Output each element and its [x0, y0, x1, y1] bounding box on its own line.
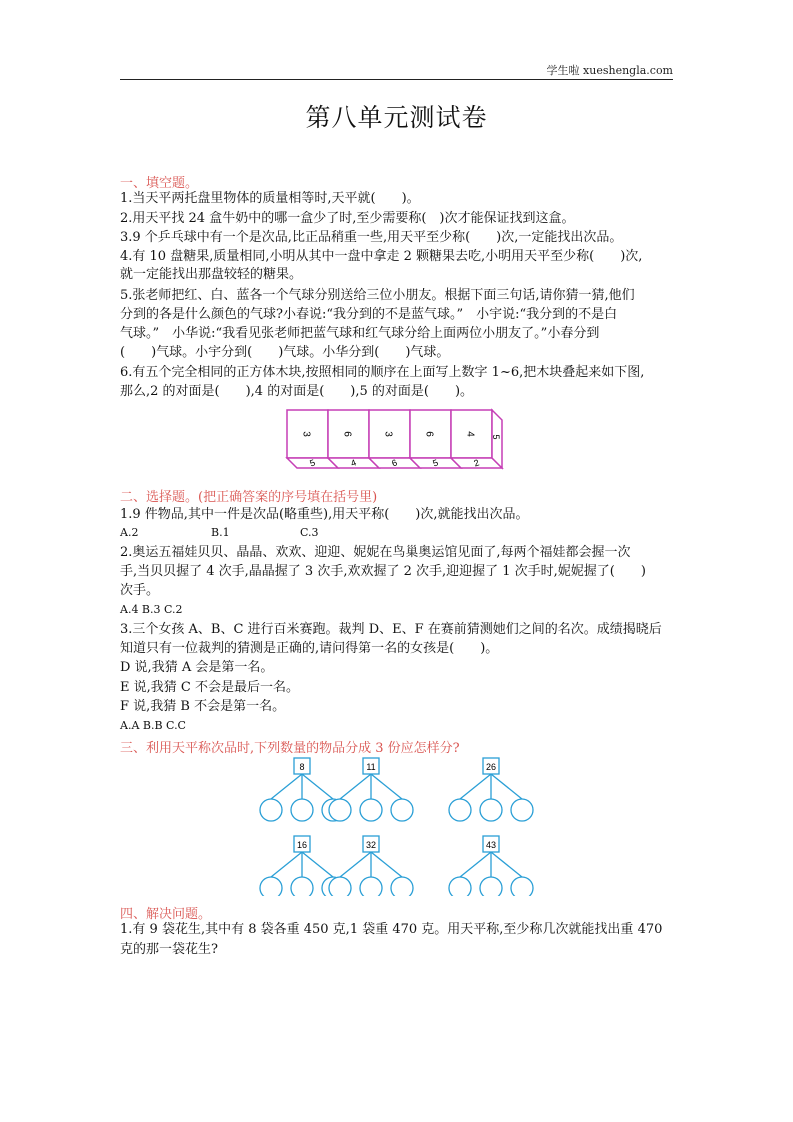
s1-line: 5.张老师把红、白、蓝各一个气球分别送给三位小朋友。根据下面三句话,请你猜一猜,他们: [120, 288, 635, 303]
s1-line: 那么,2 的对面是( ),4 的对面是( ),5 的对面是( )。: [120, 384, 474, 399]
s1-line: 1.当天平两托盘里物体的质量相等时,天平就( )。: [120, 191, 420, 206]
tree-leaf-circle: [391, 877, 413, 896]
s2-q3-line: D 说,我猜 A 会是第一名。: [120, 660, 274, 675]
cube-bottom-number: 2: [472, 457, 481, 469]
tree-branch: [302, 774, 333, 799]
s2-q3-line: 知道只有一位裁判的猜测是正确的,请问得第一名的女孩是( )。: [120, 641, 499, 656]
section3-heading: 三、利用天平称次品时,下列数量的物品分成 3 份应怎样分?: [120, 741, 460, 756]
cube-front-number: 6: [341, 431, 353, 437]
tree-branch: [460, 852, 491, 877]
s4-line: 1.有 9 袋花生,其中有 8 袋各重 450 克,1 袋重 470 克。用天平称,至少称几次就能找出重 470: [120, 922, 663, 937]
tree-root-number: 26: [485, 762, 497, 772]
tree-leaf-circle: [329, 877, 351, 896]
s4-line: 克的那一袋花生?: [120, 942, 218, 957]
tree-branch: [491, 852, 522, 877]
tree-root-number: 16: [296, 840, 308, 850]
s2-q1-option-c: C.3: [300, 526, 319, 539]
tree-root-number: 32: [365, 840, 377, 850]
s1-line: 4.有 10 盘糖果,质量相同,小明从其中一盘中拿走 2 颗糖果去吃,小明用天平至少称( )次,: [120, 249, 643, 264]
tree-branch: [460, 774, 491, 799]
tree-leaf-circle: [360, 799, 382, 821]
s2-q3-options: A.A B.B C.C: [120, 719, 186, 732]
tree-branch: [302, 852, 333, 877]
section1-heading: 一、填空题。: [120, 176, 199, 191]
tree-branch: [371, 774, 402, 799]
page-title: 第八单元测试卷: [305, 103, 488, 132]
cube-bottom-number: 6: [390, 457, 399, 469]
tree-branch: [371, 852, 402, 877]
tree-leaf-circle: [291, 799, 313, 821]
s2-q2-line: 手,当贝贝握了 4 次手,晶晶握了 3 次手,欢欢握了 2 次手,迎迎握了 1 次手时,妮妮握了( ): [120, 564, 646, 579]
s1-line: 气球。” 小华说:“我看见张老师把蓝气球和红气球分给上面两位小朋友了。”小春分到: [120, 326, 600, 341]
tree-leaf-circle: [449, 877, 471, 896]
tree-root-number: 8: [299, 762, 305, 772]
cube-bottom-number: 5: [308, 457, 317, 469]
cube-bottom-number: 5: [431, 457, 440, 469]
tree-leaf-circle: [511, 799, 533, 821]
tree-branch: [491, 774, 522, 799]
section4-heading: 四、解决问题。: [120, 907, 212, 922]
cube-front-number: 3: [382, 431, 394, 437]
partition-tree-figure: [254, 756, 554, 896]
s2-q2-line: 次手。: [120, 583, 160, 598]
tree-leaf-circle: [291, 877, 313, 896]
s1-line: 6.有五个完全相同的正方体木块,按照相同的顺序在上面写上数字 1~6,把木块叠起来如下图,: [120, 365, 645, 380]
s2-q2-line: 2.奥运五福娃贝贝、晶晶、欢欢、迎迎、妮妮在鸟巢奥运馆见面了,每两个福娃都会握一次: [120, 545, 631, 560]
tree-branch: [271, 852, 302, 877]
section2-heading: 二、选择题。(把正确答案的序号填在括号里): [120, 490, 378, 505]
tree-leaf-circle: [260, 877, 282, 896]
header-rule: [120, 79, 673, 80]
s2-q1-option-b: B.1: [211, 526, 230, 539]
tree-leaf-circle: [449, 799, 471, 821]
tree-root-number: 11: [366, 762, 376, 772]
tree-root-number: 43: [485, 840, 497, 850]
s1-line: 3.9 个乒乓球中有一个是次品,比正品稍重一些,用天平至少称( )次,一定能找出次品。: [120, 230, 623, 245]
s1-line: ( )气球。小宇分到( )气球。小华分到( )气球。: [120, 345, 450, 360]
tree-branch: [271, 774, 302, 799]
tree-leaf-circle: [511, 877, 533, 896]
cube-front-number: 4: [464, 431, 476, 437]
tree-leaf-circle: [329, 799, 351, 821]
s2-q3-line: 3.三个女孩 A、B、C 进行百米赛跑。裁判 D、E、F 在赛前猜测她们之间的名次。成绩揭晓后: [120, 622, 662, 637]
s2-q1: 1.9 件物品,其中一件是次品(略重些),用天平称( )次,就能找出次品。: [120, 507, 529, 522]
stacked-cubes-figure: [284, 407, 524, 479]
tree-leaf-circle: [391, 799, 413, 821]
s2-q1-option-a: A.2: [120, 526, 139, 539]
s1-line: 2.用天平找 24 盒牛奶中的哪一盒少了时,至少需要称( )次才能保证找到这盒。: [120, 211, 575, 226]
tree-leaf-circle: [480, 877, 502, 896]
tree-branch: [340, 774, 371, 799]
cube-side-number: 5: [491, 434, 501, 440]
s2-q2-options: A.4 B.3 C.2: [120, 603, 183, 616]
site-header: 学生啦 xueshengla.com: [546, 64, 673, 77]
cube-front-number: 6: [423, 431, 435, 437]
s2-q3-line: E 说,我猜 C 不会是最后一名。: [120, 680, 299, 695]
tree-branch: [340, 852, 371, 877]
tree-leaf-circle: [480, 799, 502, 821]
s1-line: 就一定能找出那盘较轻的糖果。: [120, 267, 303, 282]
tree-leaf-circle: [260, 799, 282, 821]
s1-line: 分到的各是什么颜色的气球?小春说:“我分到的不是蓝气球。” 小宇说:“我分到的不是白: [120, 307, 618, 322]
s2-q3-line: F 说,我猜 B 不会是第一名。: [120, 699, 286, 714]
cube-front-number: 3: [300, 431, 312, 437]
tree-leaf-circle: [360, 877, 382, 896]
cube-bottom-number: 4: [349, 457, 358, 469]
